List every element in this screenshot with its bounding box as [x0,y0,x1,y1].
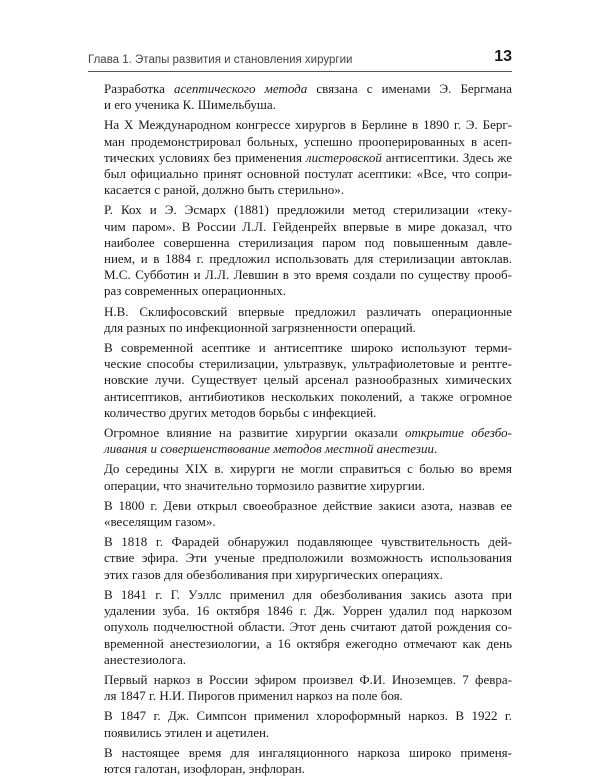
text-line: Разработка асептического метода связана с именами Э. Бергмана [104,81,512,96]
paragraph-7 [88,461,512,493]
text-line: ливания и совершенствование методов местной анестезии. [104,441,438,457]
text-line: В настоящее время для ингаляционного наркоза широко применя- [104,744,512,760]
text-line: количество других методов борьбы с инфекцией. [104,404,377,420]
paragraph-2 [88,117,512,198]
text-line: появились этилен и ацетилен. [104,724,270,740]
page-number: 13 [494,48,512,65]
text-line: ческие способы стерилизации, ультразвук, ультрафиолетовые и рентге- [104,356,512,372]
text-line: Огромное влияние на развитие хирургии оказали открытие обезбо- [104,425,512,441]
paragraph-6 [88,425,512,457]
emphasis: открытие обезбо- [404,425,512,441]
text-line: раз современных операционных. [104,283,287,299]
text-line: был официально принят основной постулат асептики: «Все, что сопри- [104,166,512,182]
text-line: антисептиков, антибиотиков нескольких поколений, а также огромное [104,388,512,404]
text-line: М.С. Субботин и Л.Л. Левшин в это время создали по существу прооб- [104,267,512,283]
text-line: для разных по инфекционной загрязненности операций. [104,319,416,335]
paragraph-12 [88,708,512,740]
text-line: В 1800 г. Деви открыл своеобразное действие закиси азота, назвав ее [104,497,512,513]
text-line: Р. Кох и Э. Эсмарх (1881) предложили метод стерилизации «теку- [104,202,512,218]
text-line: тических условиях без применения листеровской антисептики. Здесь же [104,149,513,165]
text-line: До середины XIX в. хирурги не могли справиться с болью во время [104,461,512,477]
text-line: новские лучи. Существует целый арсенал разнообразных химических [104,372,512,388]
text-line: временной анестезиологии, а 16 октября ежегодно отмечают как день [104,635,512,651]
emphasis: листеровской [305,149,382,165]
text-line: удалении зуба. 16 октября 1846 г. Дж. Уоррен удалил под наркозом [104,603,512,619]
emphasis: ливания и совершенствование методов местной анестезии [104,441,434,457]
paragraph-3 [88,202,512,299]
text-line: В 1841 г. Г. Уэллс применил для обезболивания закись азота при [104,586,512,602]
text-line: В 1847 г. Дж. Симпсон применил хлороформный наркоз. В 1922 г. [104,708,512,724]
paragraph-4 [88,304,512,336]
paragraph-10 [88,587,512,668]
text-line: В 1818 г. Фарадей обнаружил подавляющее чувствительность дей- [104,534,512,550]
text-line: опухоль подчелюстной области. Этот день считают датой рождения со- [104,619,512,635]
paragraph-11 [88,672,512,704]
text-line: ствие эфира. Эти ученые предположили возможность использования [104,550,512,566]
paragraph-1 [88,81,512,113]
emphasis: асептического метода [174,81,308,96]
text-line: чим паром». В России Л.Л. Гейденрейх впервые в мире доказал, что [104,218,512,234]
text-line: ман продемонстрировал больных, успешно прооперированных в асеп- [104,133,512,149]
text-line: Н.В. Склифосовский впервые предложил различать операционные [104,303,512,319]
text-line: «веселящим газом». [104,514,216,530]
text-line: и его ученика К. Шимельбуша. [104,97,276,113]
paragraph-9 [88,534,512,583]
page-body [88,81,512,781]
text-line: касается с раной, должно быть стерильно». [104,182,345,198]
text-line: ля 1847 г. Н.И. Пирогов применил наркоз на поле боя. [104,688,403,704]
text-line: наиболее совершенна стерилизация паром под повышенным давле- [104,234,512,250]
text-line: этих газов для обезболивания при хирургических операциях. [104,566,443,582]
text-line: ются галотан, изофлоран, энфлоран. [104,760,305,776]
paragraph-5 [88,340,512,421]
text-line: Первый наркоз в России эфиром произвел Ф.И. Иноземцев. 7 февра- [104,671,512,687]
text-line: нием, и в 1884 г. предложил использовать для стерилизации автоклав. [104,251,512,267]
text-line: На X Международном конгрессе хирургов в Берлине в 1890 г. Э. Берг- [104,117,512,133]
text-line: операции, что значительно тормозило развитие хирургии. [104,477,425,493]
chapter-title: Глава 1. Этапы развития и становления хирургии [88,54,353,66]
text-line: В современной асептике и антисептике широко используют терми- [104,340,512,356]
paragraph-8 [88,498,512,530]
text-line: анестезиолога. [104,651,186,667]
running-header [88,48,512,72]
